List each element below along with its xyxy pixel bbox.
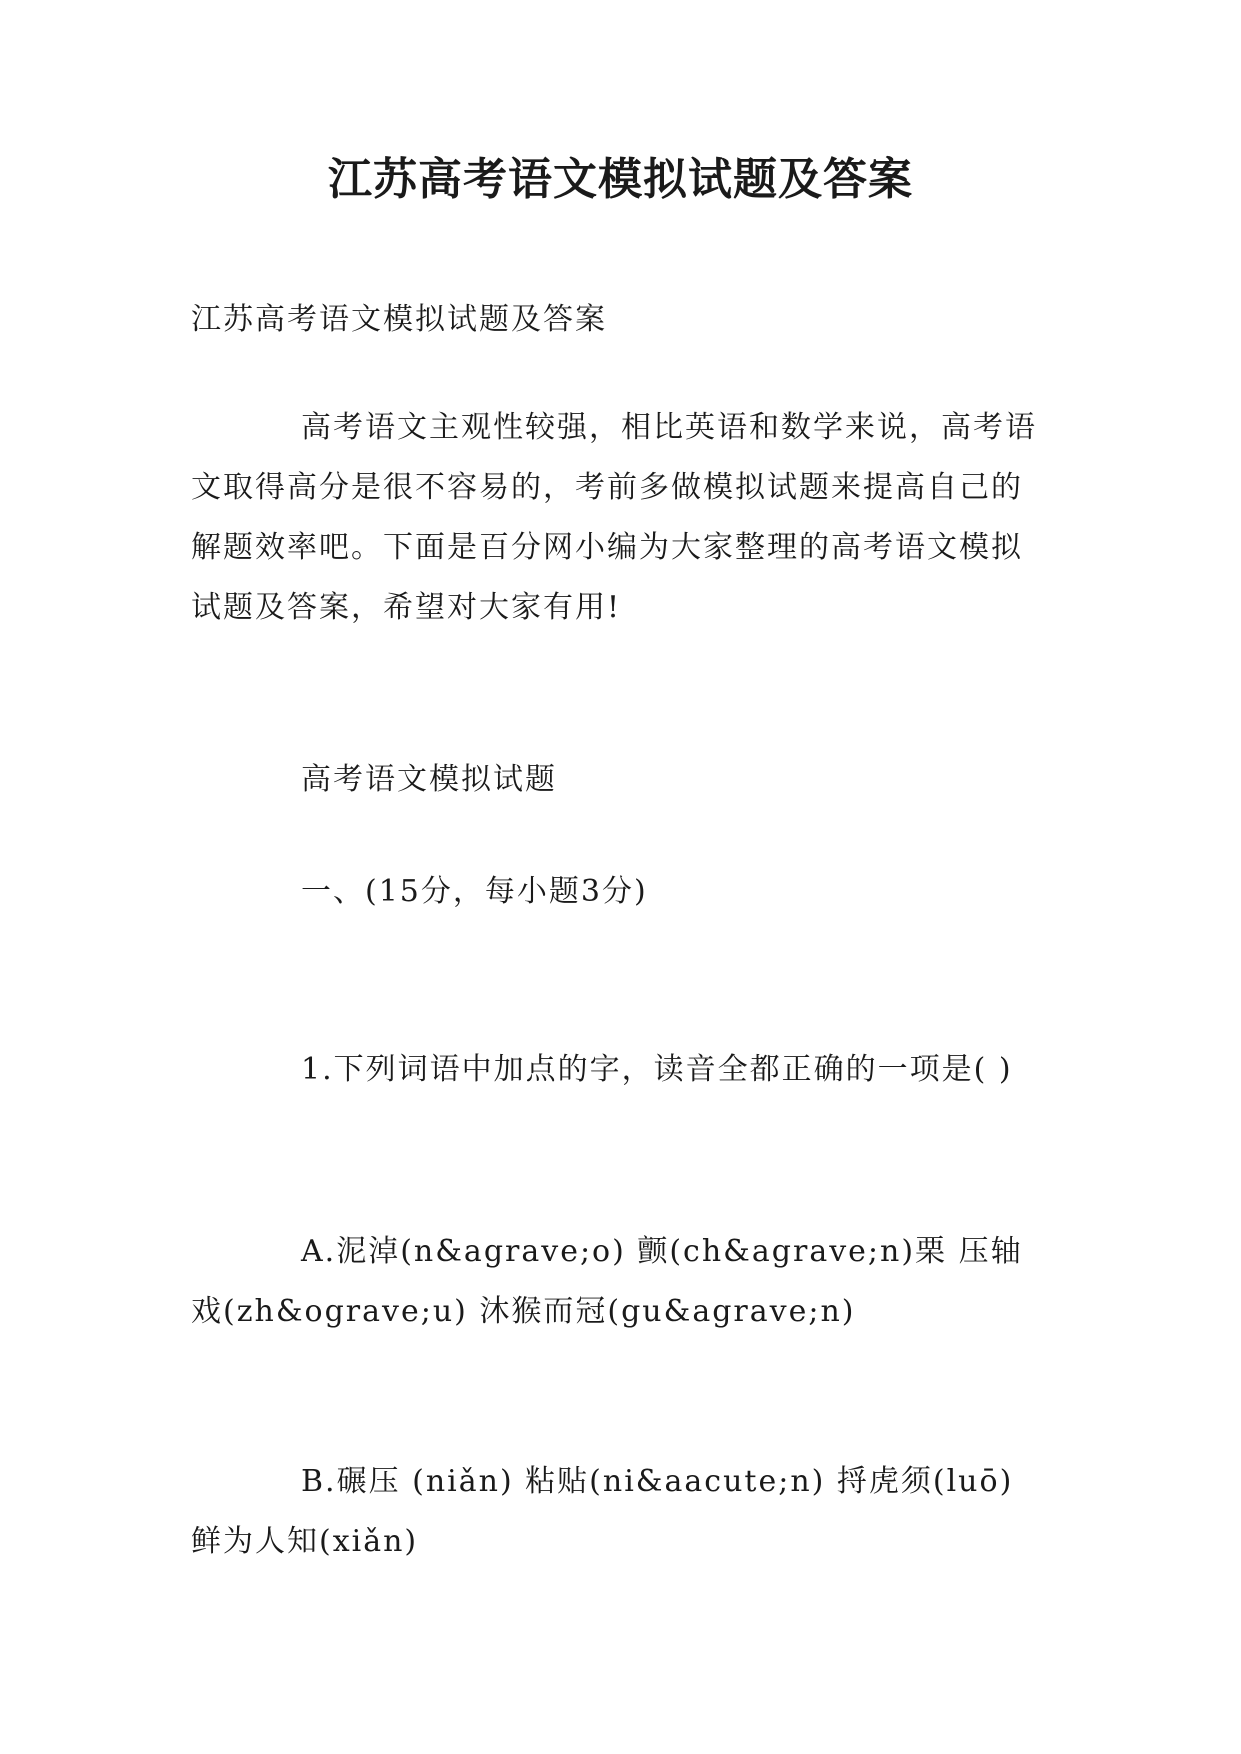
section-heading: 高考语文模拟试题 (301, 762, 557, 797)
option-b: B.碾压 (niǎn) 粘贴(ni&aacute;n) 捋虎须(luō) 鲜为人知(xiǎn) (191, 1464, 1014, 1559)
document-subtitle: 江苏高考语文模拟试题及答案 (191, 302, 607, 337)
question-1: 1.下列词语中加点的字，读音全都正确的一项是( ) (301, 1052, 1013, 1087)
intro-paragraph: 高考语文主观性较强，相比英语和数学来说，高考语文取得高分是很不容易的，考前多做模拟试题来提高自己的解题效率吧。下面是百分网小编为大家整理的高考语文模拟试题及答案，希望对大家有用! (191, 410, 1037, 625)
document-title: 江苏高考语文模拟试题及答案 (328, 154, 913, 205)
part-one-heading: 一、(15分，每小题3分) (301, 874, 648, 909)
option-a: A.泥淖(n&agrave;o) 颤(ch&agrave;n)栗 压轴戏(zh&ograve;u) 沐猴而冠(gu&agrave;n) (191, 1234, 1023, 1329)
